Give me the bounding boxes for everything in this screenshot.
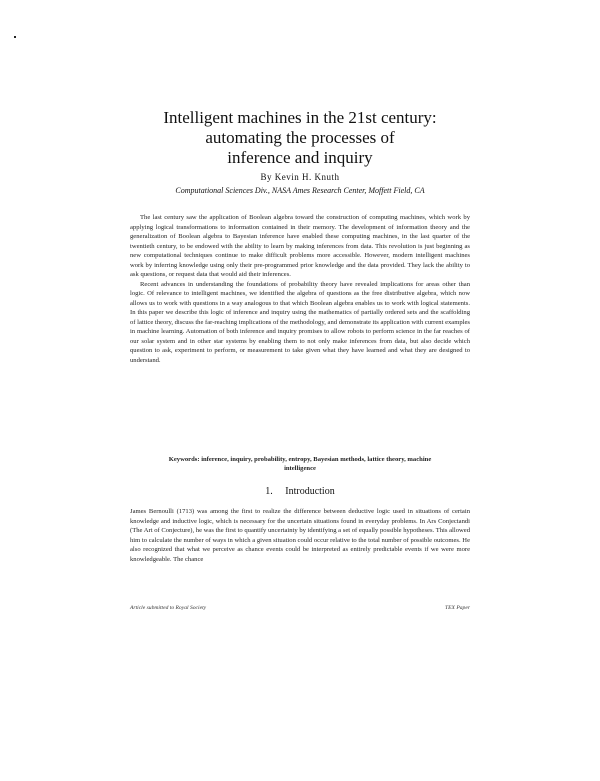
- abstract-paragraph-1: The last century saw the application of Boolean algebra toward the construction of computing machines, which work by applying logical transformations to information contained in their memory. The development of information theory and the generalization of Boolean algebra to Bayesian inference have enabled these computing machines, in the last quarter of the twentieth century, to be endowed with the ability to learn by making inferences from data. This revolution is just beginning as new computational techniques continue to make difficult problems more accessible. However, modern intelligent machines work by inferring knowledge using only their pre-programmed prior knowledge and the data provided. They lack the ability to ask questions, or request data that would aid their inferences.: [130, 214, 470, 278]
- title-line-1: Intelligent machines in the 21st century:: [163, 108, 437, 127]
- keywords-label: Keywords:: [168, 456, 200, 463]
- author-byline: By Kevin H. Knuth: [260, 172, 340, 182]
- title-line-2: automating the processes of: [205, 128, 395, 147]
- keywords-text: inference, inquiry, probability, entropy, Bayesian methods, lattice theory, machine intelligence: [201, 456, 432, 472]
- section-number: 1.: [265, 486, 273, 497]
- footer-submission-note: Article submitted to Royal Society: [130, 605, 207, 611]
- footer-paper-type: TEX Paper: [444, 605, 470, 611]
- section-heading: [60, 486, 540, 497]
- intro-paragraph: James Bernoulli (1713) was among the first to realize the difference between deductive logic used in situations of certain knowledge and inductive logic, which is necessary for the uncertain situations found in everyday problems. In Ars Conjectandi (The Art of Conjecture), he was the first to quantify uncertainty by identifying a set of equally possible hypotheses. This allowed him to calculate the number of ways in which a given situation could occur relative to the total number of possible outcomes. He also recognized that what we perceive as chance events could be interpreted as entirely predictable events if we were more knowledgeable. The chance: [130, 508, 470, 563]
- scan-speck: [14, 36, 16, 38]
- title-line-3: inference and inquiry: [227, 148, 373, 167]
- abstract-paragraph-2: Recent advances in understanding the foundations of probability theory have revealed implications for areas other than logic. Of relevance to intelligent machines, we identified the algebra of questions as the free distributive algebra, which now allows us to work with questions in a way analogous to that which Boolean algebra enables us to work with logical statements. In this paper we describe this logic of inference and inquiry using the mathematics of partially ordered sets and the scaffolding of lattice theory, discuss the far-reaching implications of the methodology, and demonstrate its application with current examples in machine learning. Automation of both inference and inquiry promises to allow robots to perform science in the far reaches of our solar system and in other star systems by enabling them to not only make inferences from data, but also decide which question to ask, experiment to perform, or measurement to take given what they have learned and what they are designed to understand.: [130, 280, 470, 364]
- section-title: Introduction: [285, 486, 335, 497]
- author-affiliation: Computational Sciences Div., NASA Ames Research Center, Moffett Field, CA: [175, 186, 425, 195]
- paper-title: [60, 108, 540, 168]
- abstract: [130, 213, 470, 365]
- keywords: [160, 455, 440, 473]
